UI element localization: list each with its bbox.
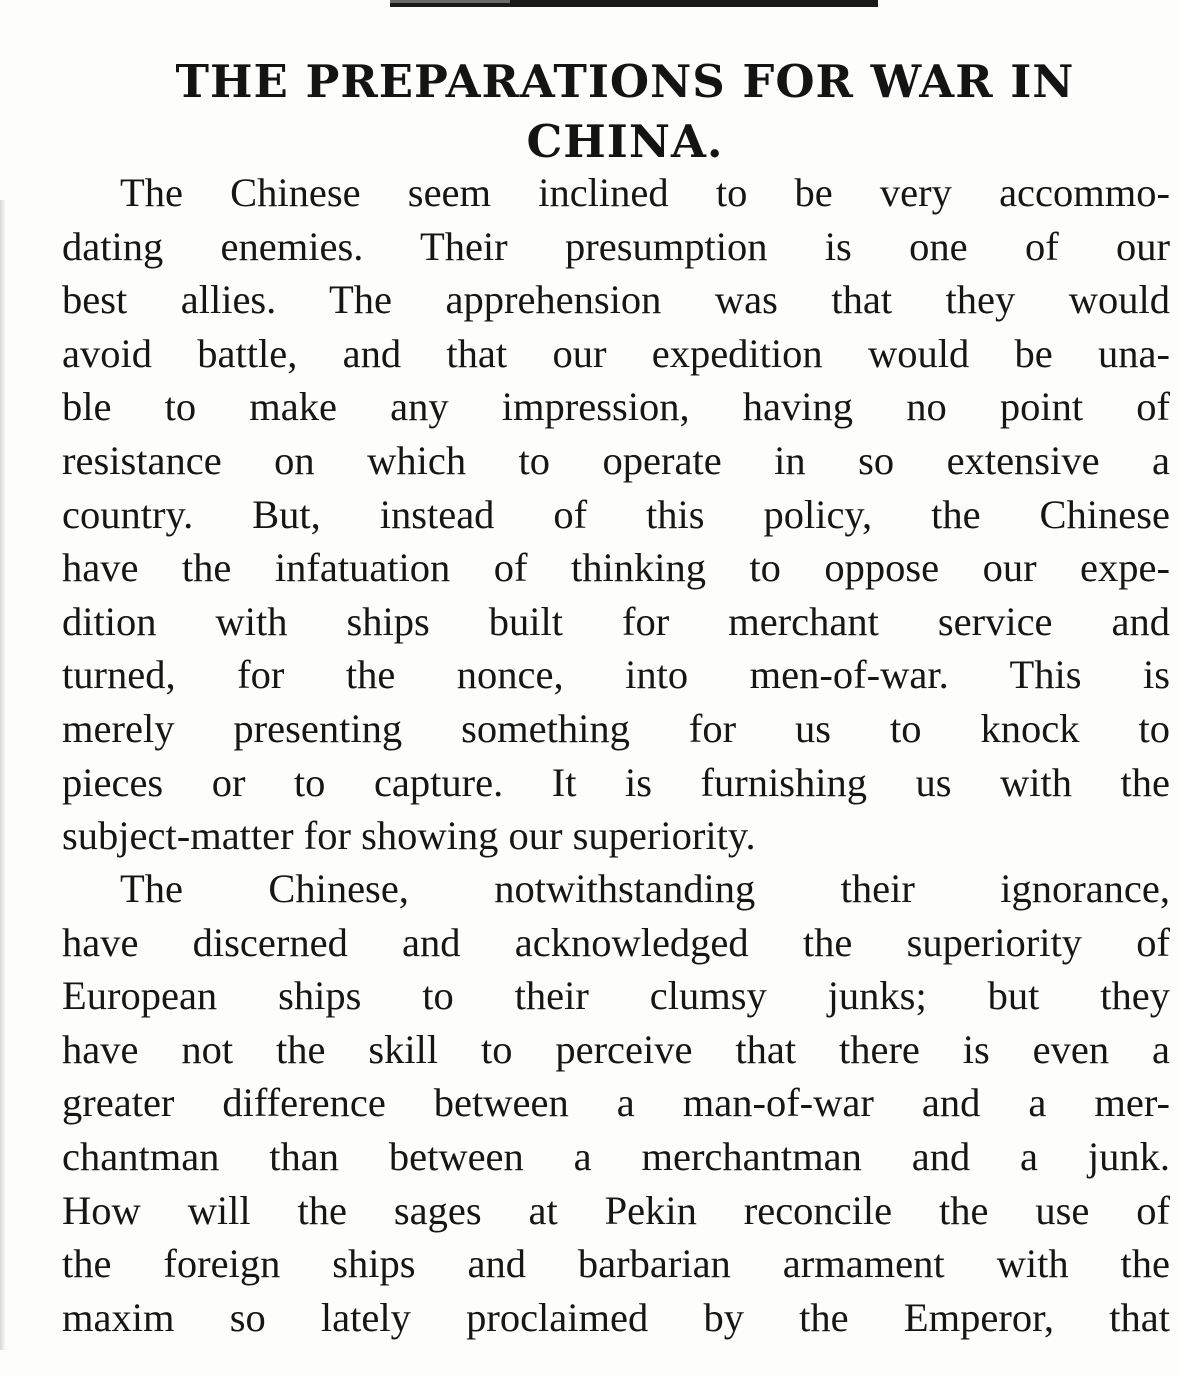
- text-line: subject-matter for showing our superiority.: [62, 813, 756, 859]
- text-line: chantman than between a merchantman and a junk.: [62, 1133, 1170, 1179]
- article-paragraph-1: [62, 166, 1170, 863]
- text-line: merely presenting something for us to knock to: [62, 705, 1170, 751]
- text-line: The Chinese seem inclined to be very accommo-: [120, 170, 1170, 215]
- text-line: ble to make any impression, having no point of: [62, 384, 1170, 430]
- text-line: maxim so lately proclaimed by the Emperor, that: [62, 1294, 1170, 1340]
- text-line: How will the sages at Pekin reconcile the use of: [62, 1187, 1170, 1233]
- text-line: European ships to their clumsy junks; but they: [62, 973, 1170, 1019]
- headline-line-1: THE PREPARATIONS FOR WAR IN: [175, 55, 1075, 108]
- text-line: dition with ships built for merchant service and: [62, 598, 1170, 644]
- column-rule-thin: [390, 0, 510, 3]
- text-line: country. But, instead of this policy, the Chinese: [62, 491, 1170, 537]
- text-line: have not the skill to perceive that there is even a: [62, 1026, 1170, 1072]
- text-line: avoid battle, and that our expedition would be una-: [62, 330, 1170, 376]
- headline-line-2: CHINA.: [526, 115, 724, 168]
- page-edge-shadow: [0, 200, 6, 1350]
- text-line: best allies. The apprehension was that they would: [62, 277, 1170, 323]
- text-line: pieces or to capture. It is furnishing us with the: [62, 759, 1170, 805]
- text-line: have the infatuation of thinking to oppose our expe-: [62, 545, 1170, 591]
- text-line: resistance on which to operate in so extensive a: [62, 437, 1170, 483]
- text-line: The Chinese, notwithstanding their ignorance,: [120, 866, 1170, 911]
- text-line: dating enemies. Their presumption is one of our: [62, 223, 1170, 269]
- article-paragraph-2: [62, 862, 1170, 1344]
- text-line: greater difference between a man-of-war and a mer-: [62, 1080, 1170, 1126]
- text-line: turned, for the nonce, into men-of-war. This is: [62, 652, 1170, 698]
- text-line: the foreign ships and barbarian armament with the: [62, 1241, 1170, 1287]
- article-headline: [60, 52, 1180, 172]
- text-line: have discerned and acknowledged the superiority of: [62, 919, 1170, 965]
